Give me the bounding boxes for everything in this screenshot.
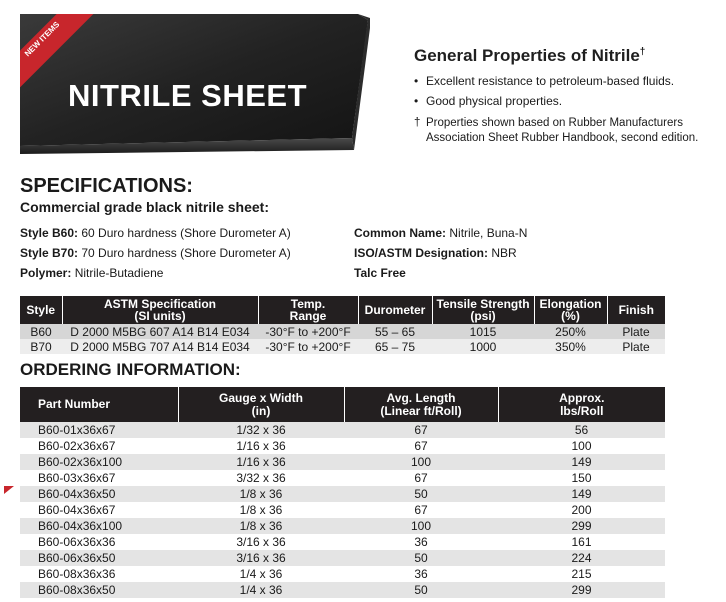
table-cell: 67 [344, 438, 498, 454]
table-header-row [20, 387, 665, 422]
table-cell: 1015 [432, 324, 534, 339]
table-row [20, 454, 665, 470]
table-cell: 1/16 x 36 [178, 438, 344, 454]
table-cell: -30°F to +200°F [258, 339, 358, 354]
spec-polymer: Polymer: Nitrile-Butadiene [20, 266, 164, 280]
table-cell: 224 [498, 550, 665, 566]
part-number-cell: B60-04x36x50 [20, 486, 178, 502]
table-cell: Plate [607, 324, 665, 339]
column-header: Part Number [20, 387, 178, 422]
product-title: NITRILE SHEET [68, 78, 308, 113]
properties-footnote: † Properties shown based on Rubber Manufacturers Association Sheet Rubber Handbook, second edition. [414, 117, 699, 144]
table-cell: 67 [344, 502, 498, 518]
specifications-subheading: Commercial grade black nitrile sheet: [20, 199, 269, 215]
properties-list [414, 71, 714, 111]
properties-title: General Properties of Nitrile† [414, 46, 646, 65]
part-number-cell: B60-02x36x67 [20, 438, 178, 454]
part-number-cell: B60-08x36x50 [20, 582, 178, 598]
table-row [20, 324, 665, 339]
general-properties [414, 46, 714, 146]
table-cell: 100 [344, 454, 498, 470]
table-cell: Plate [607, 339, 665, 354]
column-header: Elongation (%) [534, 296, 607, 324]
table-cell: 55 – 65 [358, 324, 432, 339]
table-cell: 50 [344, 486, 498, 502]
ordering-table [20, 387, 665, 598]
table-cell: 350% [534, 339, 607, 354]
table-row [20, 339, 665, 354]
table-cell: 1/32 x 36 [178, 422, 344, 438]
column-header: Gauge x Width (in) [178, 387, 344, 422]
table-cell: -30°F to +200°F [258, 324, 358, 339]
table-cell: 100 [498, 438, 665, 454]
property-item: • Good physical properties. [414, 94, 563, 108]
table-row [20, 422, 665, 438]
table-cell: 1/16 x 36 [178, 454, 344, 470]
column-header: Temp. Range [258, 296, 358, 324]
table-cell: 56 [498, 422, 665, 438]
product-hero [20, 14, 390, 154]
table-cell: 3/16 x 36 [178, 534, 344, 550]
property-item: • Excellent resistance to petroleum-based fluids. [414, 74, 675, 88]
part-number-cell: B60-02x36x100 [20, 454, 178, 470]
table-row [20, 438, 665, 454]
table-cell: 215 [498, 566, 665, 582]
table-cell: 250% [534, 324, 607, 339]
column-header: Tensile Strength (psi) [432, 296, 534, 324]
table-cell: B70 [20, 339, 62, 354]
part-number-cell: B60-06x36x50 [20, 550, 178, 566]
table-cell: 1/8 x 36 [178, 486, 344, 502]
table-cell: 299 [498, 582, 665, 598]
part-number-cell: B60-08x36x36 [20, 566, 178, 582]
table-row [20, 470, 665, 486]
column-header: Durometer [358, 296, 432, 324]
spec-common-name: Common Name: Nitrile, Buna-N [354, 226, 528, 240]
spec-style-b60: Style B60: 60 Duro hardness (Shore Durometer A) [20, 226, 291, 240]
spec-designation: ISO/ASTM Designation: NBR [354, 246, 517, 260]
table-cell: 1/8 x 36 [178, 502, 344, 518]
spec-style-b70: Style B70: 70 Duro hardness (Shore Durometer A) [20, 246, 291, 260]
table-cell: 36 [344, 566, 498, 582]
table-row [20, 486, 665, 502]
row-marker-icon [4, 486, 14, 494]
table-cell: 67 [344, 470, 498, 486]
table-row [20, 550, 665, 566]
table-cell: 65 – 75 [358, 339, 432, 354]
spec-talc-free: Talc Free [354, 266, 406, 280]
table-cell: 149 [498, 454, 665, 470]
table-cell: B60 [20, 324, 62, 339]
table-header-row [20, 296, 665, 324]
ordering-heading: ORDERING INFORMATION: [20, 360, 241, 379]
table-cell: 149 [498, 486, 665, 502]
column-header: Avg. Length (Linear ft/Roll) [344, 387, 498, 422]
table-row [20, 534, 665, 550]
table-cell: 3/32 x 36 [178, 470, 344, 486]
column-header: ASTM Specification (SI units) [62, 296, 258, 324]
table-cell: 200 [498, 502, 665, 518]
table-cell: D 2000 M5BG 707 A14 B14 E034 [62, 339, 258, 354]
table-cell: 36 [344, 534, 498, 550]
table-row [20, 518, 665, 534]
table-cell: 1/8 x 36 [178, 518, 344, 534]
table-row [20, 502, 665, 518]
column-header: Approx. lbs/Roll [498, 387, 665, 422]
part-number-cell: B60-01x36x67 [20, 422, 178, 438]
table-cell: D 2000 M5BG 607 A14 B14 E034 [62, 324, 258, 339]
table-cell: 100 [344, 518, 498, 534]
table-cell: 1/4 x 36 [178, 582, 344, 598]
new-items-ribbon: NEW ITEMS [20, 14, 98, 95]
table-cell: 3/16 x 36 [178, 550, 344, 566]
part-number-cell: B60-04x36x67 [20, 502, 178, 518]
table-cell: 67 [344, 422, 498, 438]
part-number-cell: B60-04x36x100 [20, 518, 178, 534]
table-cell: 150 [498, 470, 665, 486]
column-header: Style [20, 296, 62, 324]
table-row [20, 582, 665, 598]
specifications-heading: SPECIFICATIONS: [20, 175, 193, 197]
specification-table [20, 296, 665, 354]
table-row [20, 566, 665, 582]
column-header: Finish [607, 296, 665, 324]
table-cell: 299 [498, 518, 665, 534]
table-cell: 1/4 x 36 [178, 566, 344, 582]
part-number-cell: B60-03x36x67 [20, 470, 178, 486]
table-cell: 161 [498, 534, 665, 550]
part-number-cell: B60-06x36x36 [20, 534, 178, 550]
table-cell: 50 [344, 582, 498, 598]
table-cell: 50 [344, 550, 498, 566]
table-cell: 1000 [432, 339, 534, 354]
